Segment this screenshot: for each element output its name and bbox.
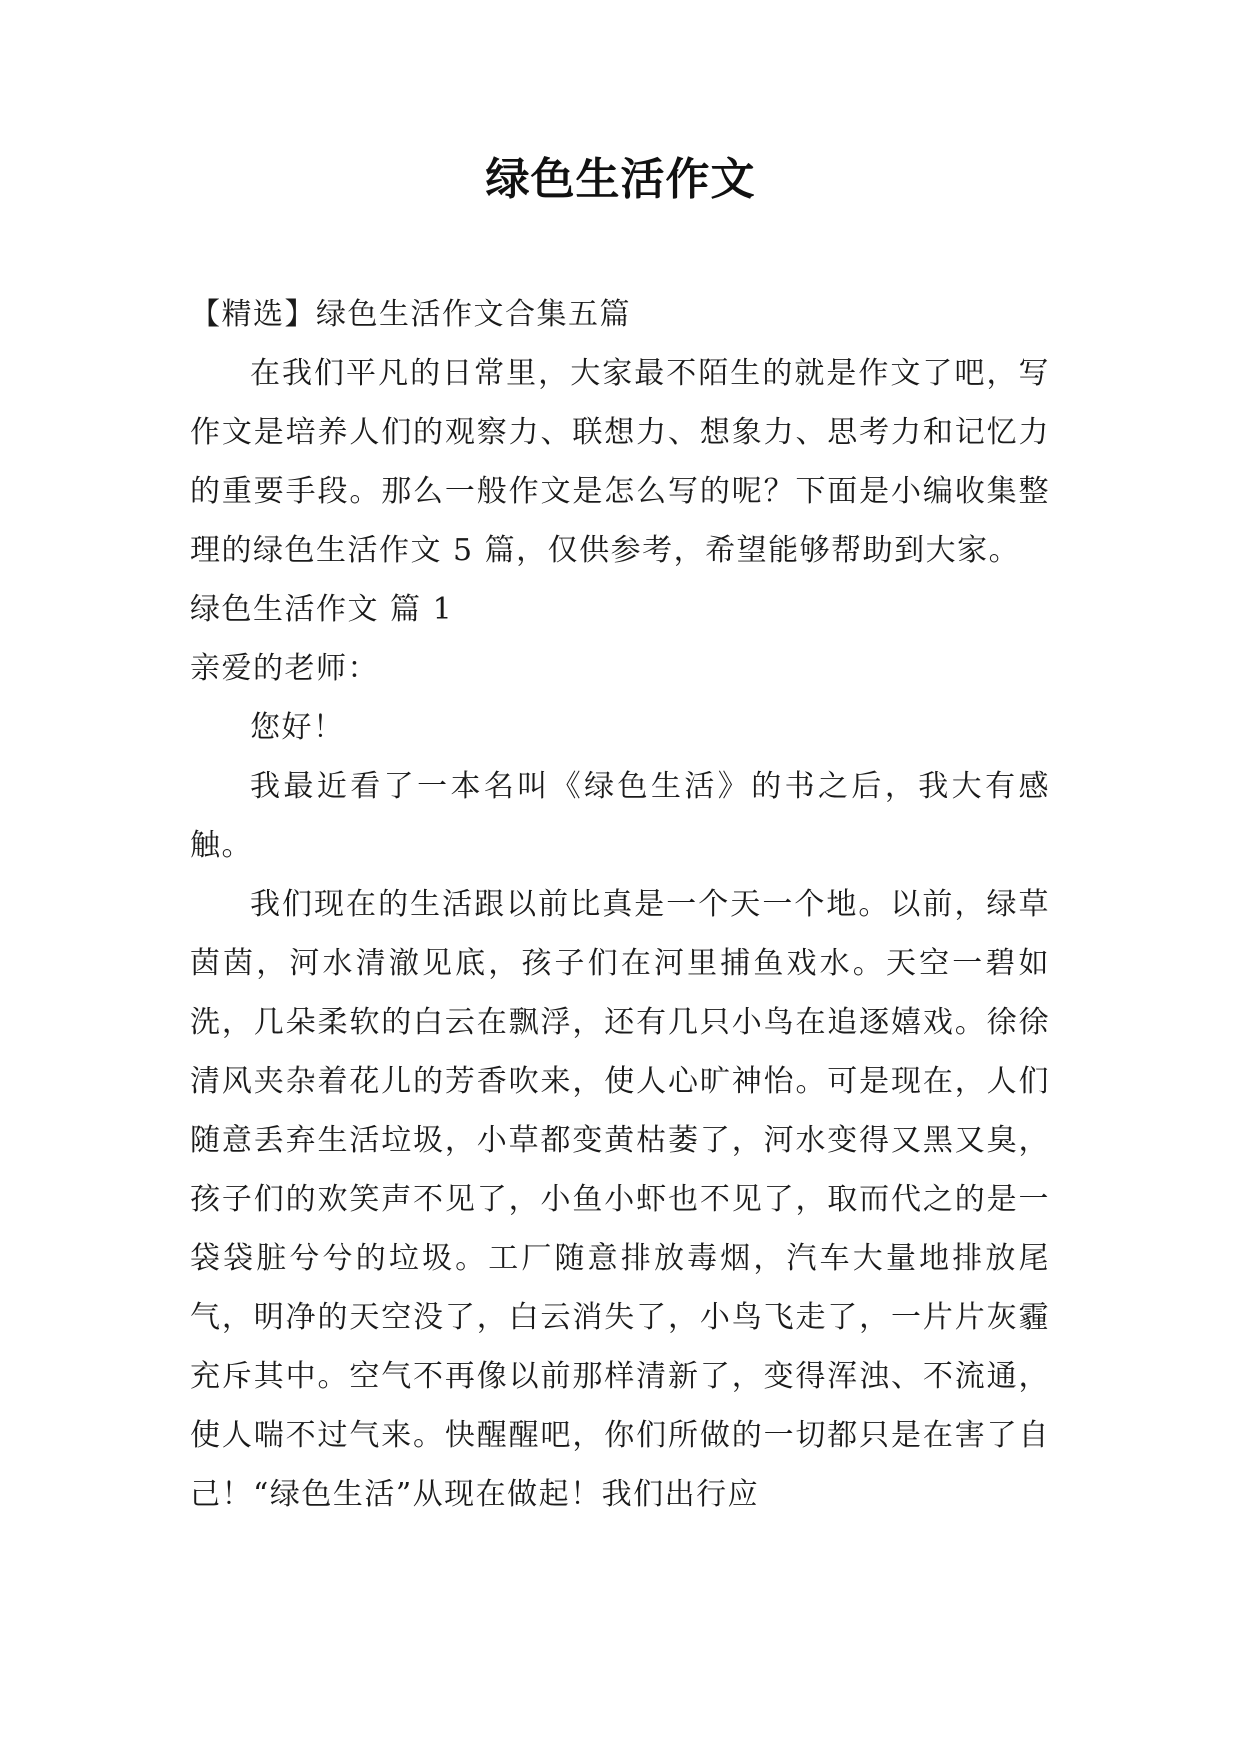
document-subtitle: 【精选】绿色生活作文合集五篇 xyxy=(190,297,631,332)
section-heading: 绿色生活作文 篇 1 xyxy=(190,592,454,627)
document-title: 绿色生活作文 xyxy=(485,154,756,205)
salutation: 亲爱的老师： xyxy=(190,651,379,686)
intro-paragraph: 在我们平凡的日常里，大家最不陌生的就是作文了吧，写作文是培养人们的观察力、联想力、想象力、思考力和记忆力的重要手段。那么一般作文是怎么写的呢？下面是小编收集整理的绿色生活作文 5 篇，仅供参考，希望能够帮助到大家。 xyxy=(190,356,1050,568)
body-paragraph: 我最近看了一本名叫《绿色生活》的书之后，我大有感触。 xyxy=(190,769,1050,863)
body-paragraph: 我们现在的生活跟以前比真是一个天一个地。以前，绿草茵茵，河水清澈见底，孩子们在河里捕鱼戏水。天空一碧如洗，几朵柔软的白云在飘浮，还有几只小鸟在追逐嬉戏。徐徐清风夹杂着花儿的芳香吹来，使人心旷神怡。可是现在，人们随意丢弃生活垃圾，小草都变黄枯萎了，河水变得又黑又臭，孩子们的欢笑声不见了，小鱼小虾也不见了，取而代之的是一袋袋脏兮兮的垃圾。工厂随意排放毒烟，汽车大量地排放尾气，明净的天空没了，白云消失了，小鸟飞走了，一片片灰霾充斥其中。空气不再像以前那样清新了，变得浑浊、不流通，使人喘不过气来。快醒醒吧，你们所做的一切都只是在害了自己！“绿色生活”从现在做起！我们出行应 xyxy=(190,887,1050,1512)
greeting: 您好！ xyxy=(250,710,345,745)
document-body xyxy=(190,285,1050,1524)
